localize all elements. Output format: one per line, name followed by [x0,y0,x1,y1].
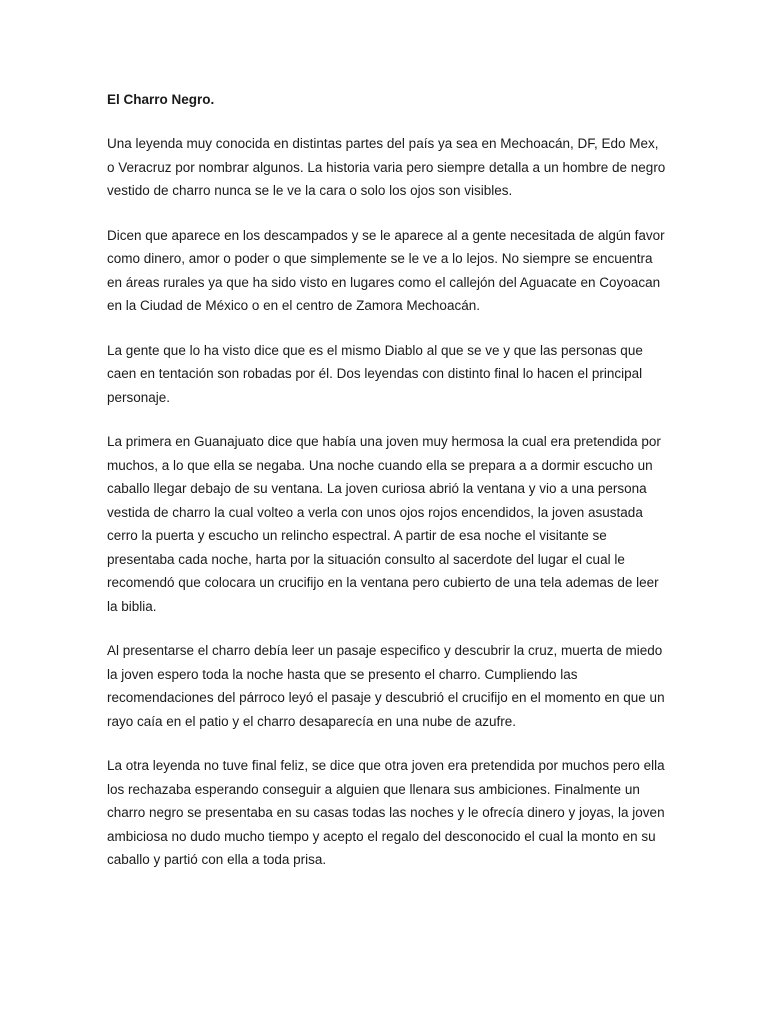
paragraph-2: Dicen que aparece en los descampados y se le aparece al a gente necesitada de algún favor como dinero, amor o poder o que simplemente se le ve a lo lejos. No siempre se encuentra en áreas rurales ya que ha sido visto en lugares como el callejón del Aguacate en Coyoacan en la Ciudad de México o en el centro de Zamora Mechoacán. [107,227,665,313]
paragraph-4: La primera en Guanajuato dice que había una joven muy hermosa la cual era pretendida por muchos, a lo que ella se negaba. Una noche cuando ella se prepara a a dormir escucho un caballo llegar debajo de su ventana. La joven curiosa abrió la ventana y vio a una persona vestida de charro la cual volteo a verla con unos ojos rojos encendidos, la joven asustada cerro la puerta y escucho un relincho espectral. A partir de esa noche el visitante se presentaba cada noche, harta por la situación consulto al sacerdote del lugar el cual le recomendó que colocara un crucifijo en la ventana pero cubierto de una tela ademas de leer la biblia. [107,434,661,614]
paragraph-1: Una leyenda muy conocida en distintas partes del país ya sea en Mechoacán, DF, Edo Mex, o Veracruz por nombrar algunos. La historia varia pero siempre detalla a un hombre de negro vestido de charro nunca se le ve la cara o solo los ojos son visibles. [107,136,666,198]
paragraph-6: La otra leyenda no tuve final feliz, se dice que otra joven era pretendida por muchos pero ella los rechazaba esperando conseguir a alguien que llenara sus ambiciones. Finalmente un charro negro se presentaba en su casas todas las noches y le ofrecía dinero y joyas, la joven ambiciosa no dudo mucho tiempo y acepto el regalo del desconocido el cual la monto en su caballo y partió con ella a toda prisa. [107,758,665,867]
paragraph-3: La gente que lo ha visto dice que es el mismo Diablo al que se ve y que las personas que caen en tentación son robadas por él. Dos leyendas con distinto final lo hacen el principal personaje. [107,342,643,405]
document-page [107,90,667,893]
paragraph-5: Al presentarse el charro debía leer un pasaje especifico y descubrir la cruz, muerta de miedo la joven espero toda la noche hasta que se presento el charro. Cumpliendo las recomendaciones del párroco leyó el pasaje y descubrió el crucifijo en el momento en que un rayo caía en el patio y el charro desaparecía en una nube de azufre. [107,643,665,729]
document-title: El Charro Negro. [107,92,215,107]
